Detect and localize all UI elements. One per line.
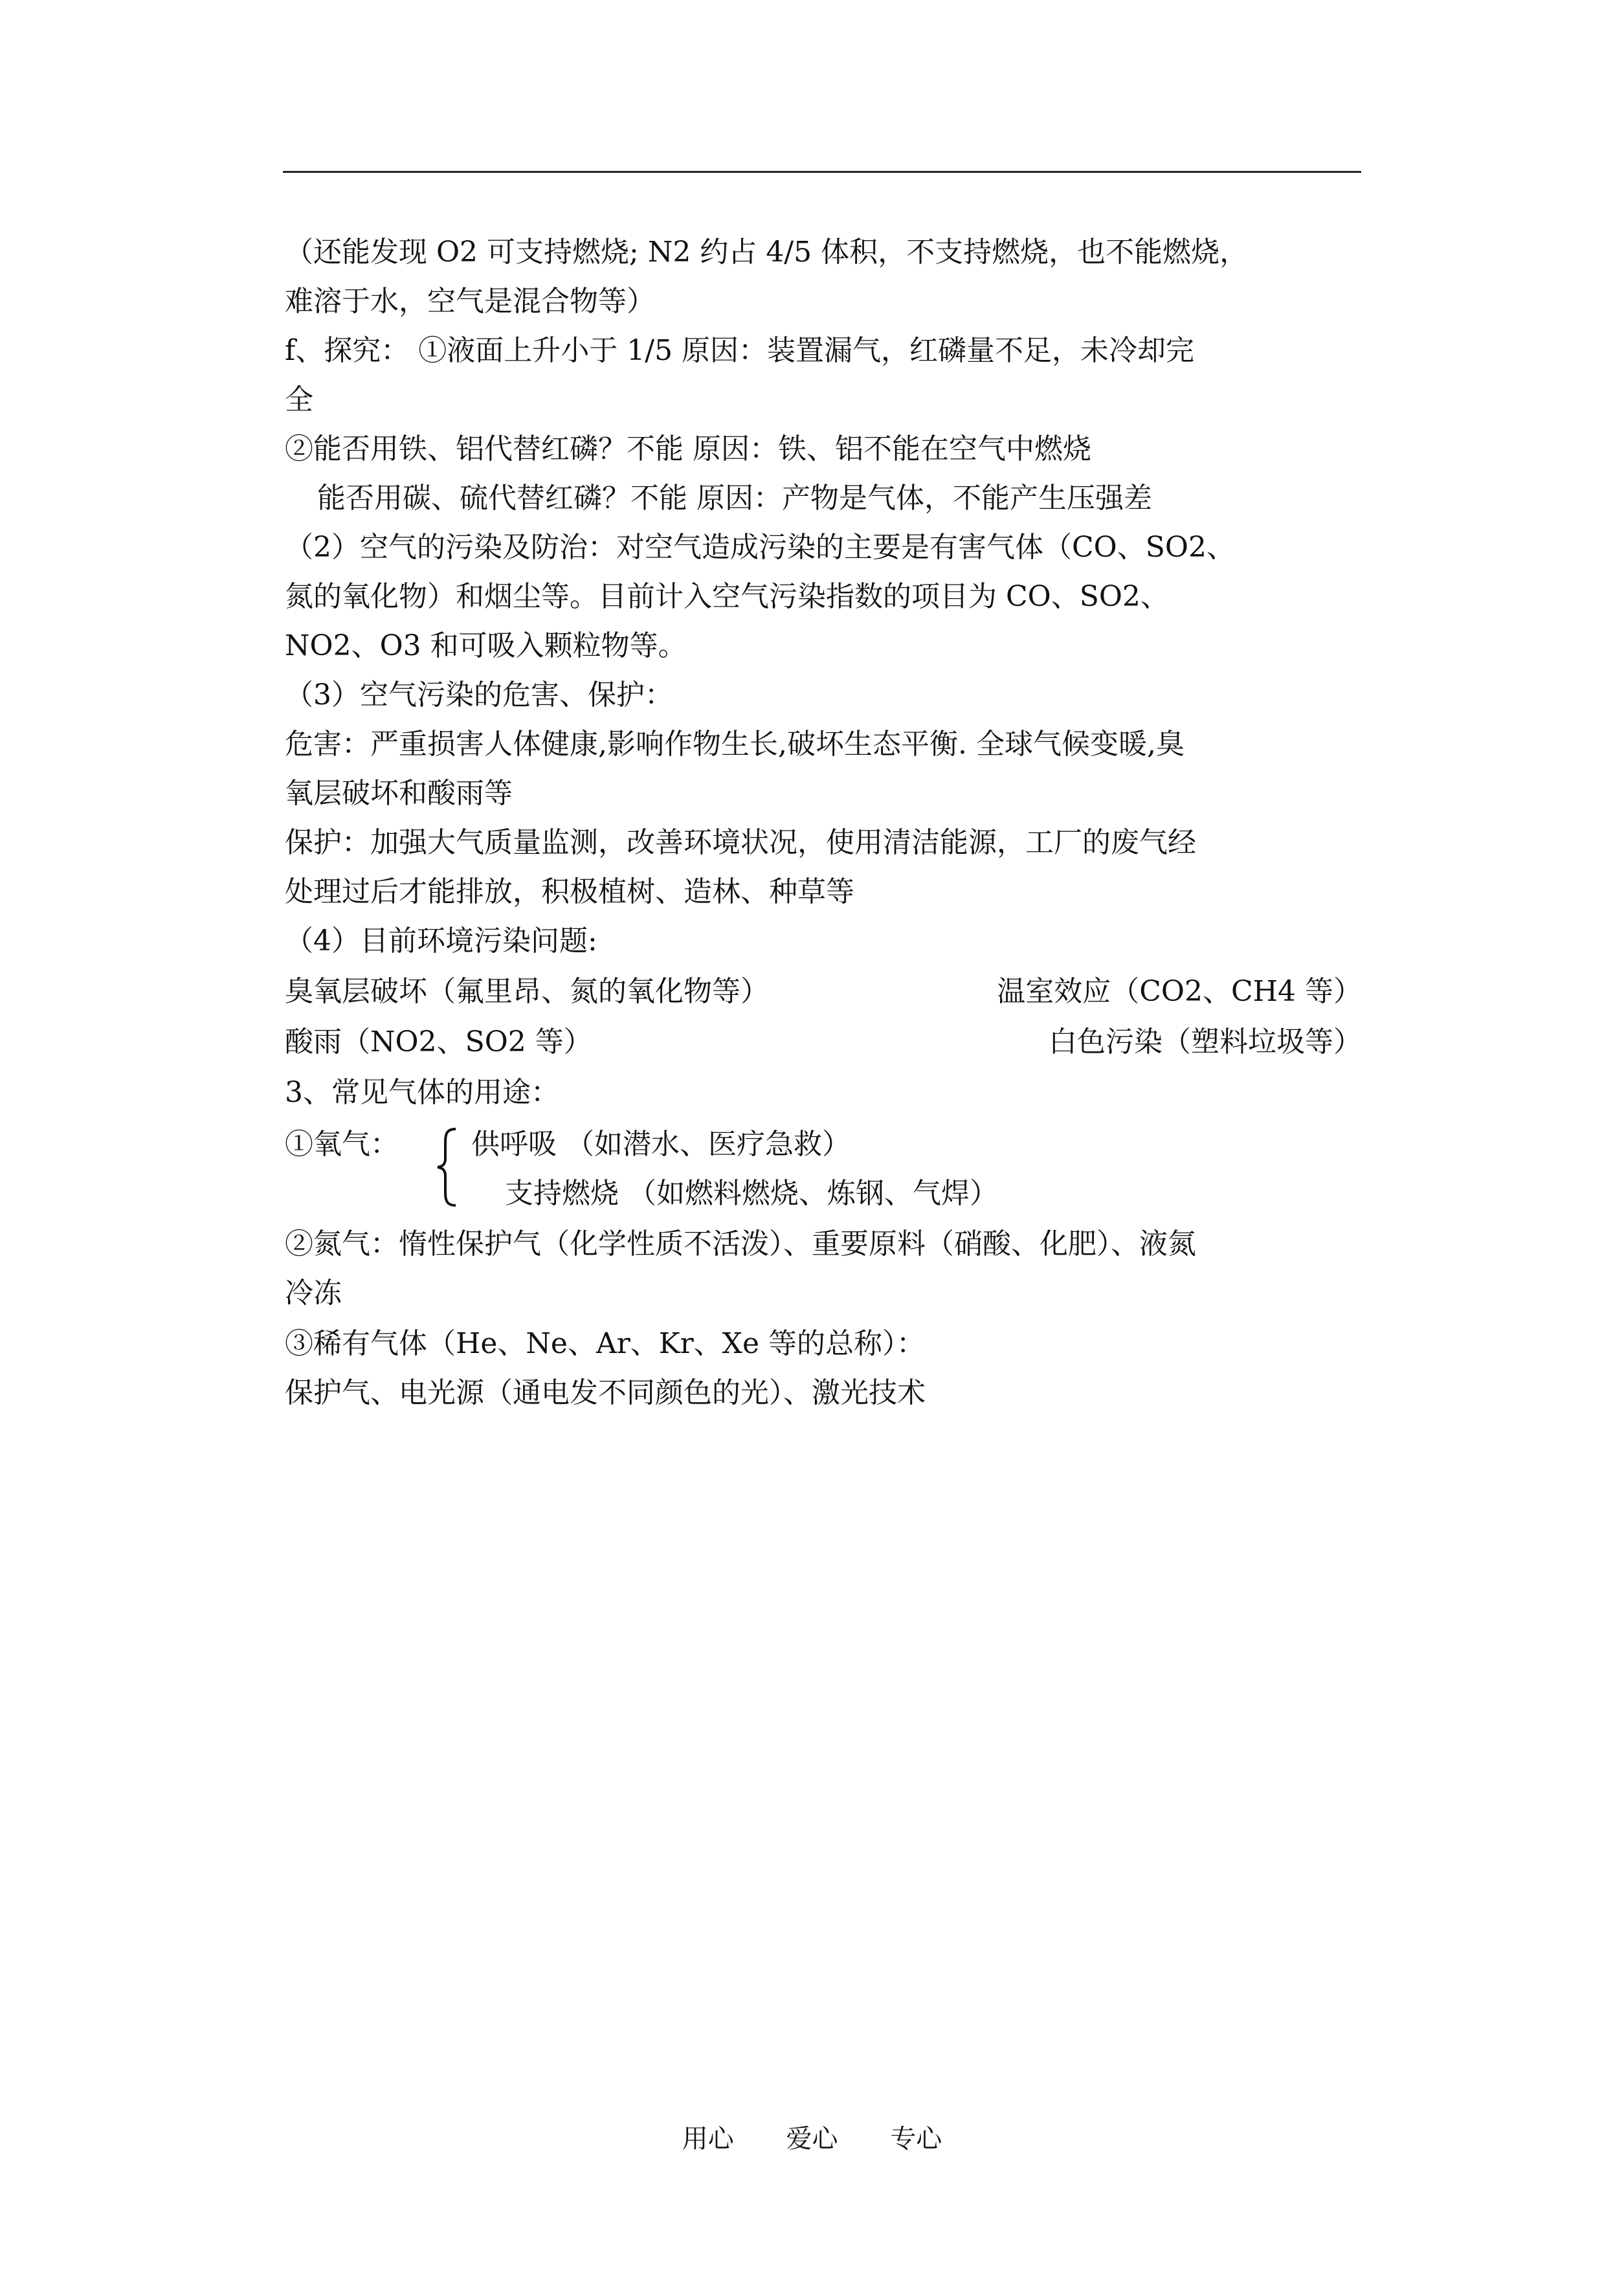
pollution-item-acid-rain: 酸雨（NO2、SO2 等）	[285, 1025, 592, 1058]
text-line: ②能否用铁、铝代替红磷？不能 原因：铁、铝不能在空气中燃烧	[285, 432, 1091, 465]
section-heading: （3）空气污染的危害、保护：	[285, 678, 673, 711]
pollution-item-ozone: 臭氧层破坏（氟里昂、氮的氧化物等）	[285, 975, 769, 1008]
header-rule	[283, 171, 1361, 173]
text-line: （2）空气的污染及防治：对空气造成污染的主要是有害气体（CO、SO2、	[285, 531, 1235, 564]
text-line: 冷冻	[285, 1277, 342, 1310]
oxygen-label: ①氧气：	[285, 1128, 399, 1161]
text-line: 保护气、电光源（通电发不同颜色的光）、激光技术	[285, 1376, 926, 1409]
pollution-item-greenhouse: 温室效应（CO2、CH4 等）	[997, 975, 1362, 1008]
footer-word: 爱心	[786, 2124, 838, 2154]
text-line: 能否用碳、硫代替红磷？不能 原因：产物是气体，不能产生压强差	[317, 482, 1152, 515]
oxygen-use-breathing: 供呼吸 （如潜水、医疗急救）	[471, 1128, 851, 1161]
text-line: 处理过后才能排放，积极植树、造林、种草等	[285, 875, 854, 908]
pollution-item-white: 白色污染（塑料垃圾等）	[1049, 1025, 1362, 1058]
text-line: 保护：加强大气质量监测，改善环境状况，使用清洁能源，工厂的废气经	[285, 826, 1196, 859]
text-line: 危害：严重损害人体健康,影响作物生长,破坏生态平衡. 全球气候变暖,臭	[285, 728, 1185, 761]
text-line: 难溶于水，空气是混合物等）	[285, 285, 655, 318]
section-heading: （4）目前环境污染问题:	[285, 924, 597, 957]
text-line: NO2、O3 和可吸入颗粒物等。	[285, 629, 687, 662]
text-line: ③稀有气体（He、Ne、Ar、Kr、Xe 等的总称）：	[285, 1327, 926, 1360]
oxygen-use-combustion: 支持燃烧 （如燃料燃烧、炼钢、气焊）	[505, 1177, 998, 1210]
text-line: 氧层破坏和酸雨等	[285, 777, 513, 810]
text-line: 氮的氧化物）和烟尘等。目前计入空气污染指数的项目为 CO、SO2、	[285, 580, 1169, 613]
footer-word: 专心	[890, 2124, 942, 2154]
text-line: f、探究： ①液面上升小于 1/5 原因：装置漏气，红磷量不足，未冷却完	[285, 334, 1195, 367]
text-line: ②氮气：惰性保护气（化学性质不活泼）、重要原料（硝酸、化肥）、液氮	[285, 1227, 1196, 1260]
footer-word: 用心	[682, 2124, 734, 2154]
page-footer	[0, 2118, 1624, 2155]
section-heading: 3、常见气体的用途：	[285, 1076, 559, 1109]
curly-brace-icon	[434, 1126, 460, 1208]
text-line: （还能发现 O2 可支持燃烧; N2 约占 4/5 体积，不支持燃烧，也不能燃烧，	[285, 236, 1249, 269]
text-line: 全	[285, 383, 313, 416]
